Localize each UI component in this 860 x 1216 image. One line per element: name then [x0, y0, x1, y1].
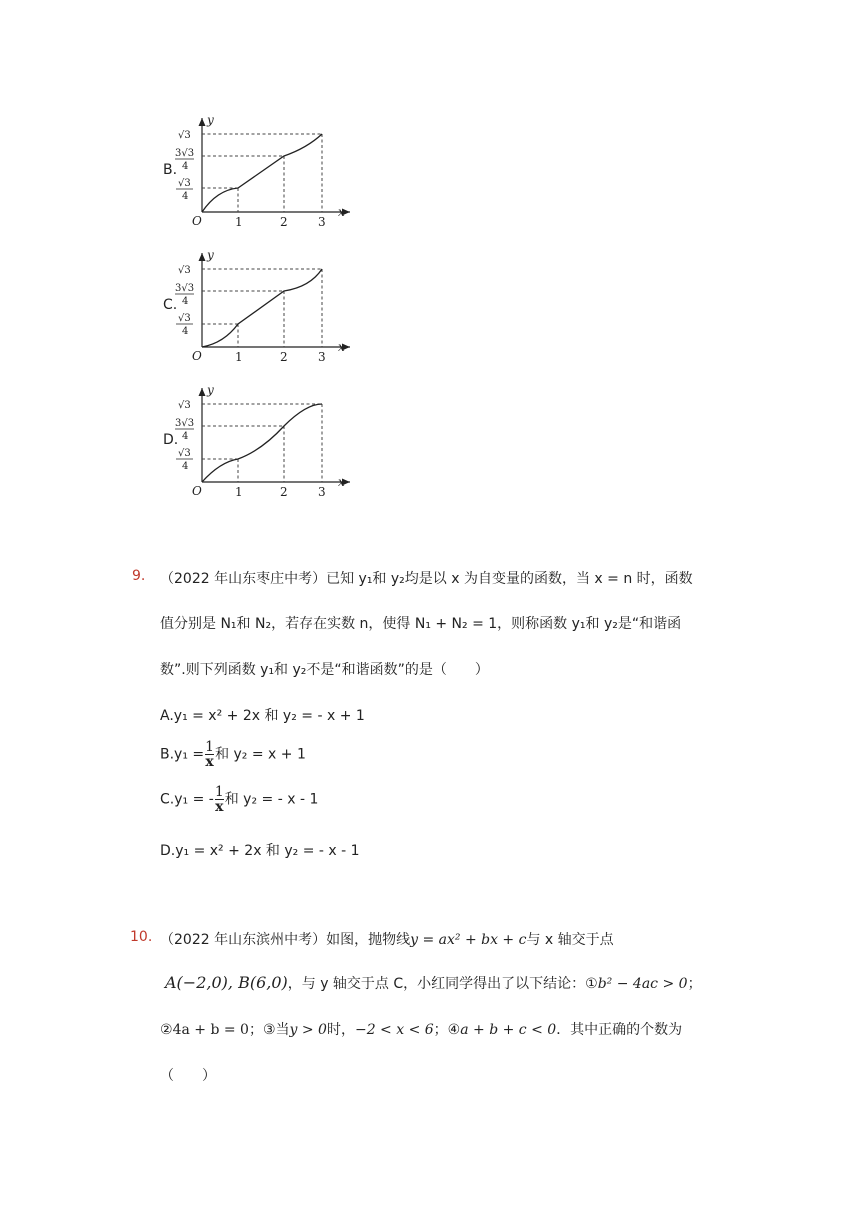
svg-text:3√3: 3√3 — [175, 148, 195, 159]
question-9-line-2: 值分别是 N₁和 N₂，若存在实数 n，使得 N₁ + N₂ = 1，则称函数 y₁和 y₂是“和谐函 — [160, 616, 682, 632]
svg-text:√3: √3 — [178, 178, 191, 189]
question-10-number: 10. — [130, 929, 153, 945]
svg-text:4: 4 — [182, 326, 189, 337]
svg-text:3√3: 3√3 — [175, 283, 195, 294]
svg-text:x: x — [338, 475, 345, 489]
svg-text:y: y — [207, 248, 214, 262]
svg-text:3: 3 — [318, 350, 326, 364]
y-axis-label: y — [207, 113, 214, 127]
svg-text:√3: √3 — [178, 265, 191, 276]
svg-text:1: 1 — [235, 350, 243, 364]
question-10-answer-blank: （ ） — [160, 1068, 216, 1084]
question-9-number: 9. — [132, 568, 146, 584]
question-10-line-2: A(−2,0), B(6,0)，与 y 轴交于点 C，小红同学得出了以下结论：①b² − 4ac > 0； — [165, 973, 702, 992]
svg-text:O: O — [192, 349, 202, 363]
option-d-label: D. — [163, 432, 179, 448]
svg-text:1: 1 — [235, 215, 243, 229]
svg-text:y: y — [207, 383, 214, 397]
svg-text:4: 4 — [182, 296, 189, 307]
svg-text:4: 4 — [182, 191, 189, 202]
question-10-line-3: ②4a + b = 0；③当y > 0时，−2 < x < 6；④a + b + c < 0．其中正确的个数为 — [160, 1022, 683, 1038]
svg-text:2: 2 — [280, 215, 288, 229]
question-9-line-1: （2022 年山东枣庄中考）已知 y₁和 y₂均是以 x 为自变量的函数，当 x = n 时，函数 — [160, 571, 693, 587]
option-d-graph — [160, 382, 360, 502]
svg-text:O: O — [192, 484, 202, 498]
svg-text:√3: √3 — [178, 130, 191, 141]
svg-text:1: 1 — [235, 485, 243, 499]
svg-text:4: 4 — [182, 431, 189, 442]
svg-text:4: 4 — [182, 161, 189, 172]
question-9-option-d: D.y₁ = x² + 2x 和 y₂ = - x - 1 — [160, 843, 360, 859]
svg-text:√3: √3 — [178, 313, 191, 324]
x-axis-label: x — [338, 205, 345, 219]
svg-text:√3: √3 — [178, 448, 191, 459]
svg-text:√3: √3 — [178, 400, 191, 411]
svg-text:3: 3 — [318, 215, 326, 229]
question-9-option-a: A.y₁ = x² + 2x 和 y₂ = - x + 1 — [160, 708, 365, 724]
option-b-label: B. — [163, 162, 178, 178]
question-9-line-3: 数”.则下列函数 y₁和 y₂不是“和谐函数”的是（ ） — [160, 662, 489, 678]
svg-text:x: x — [338, 340, 345, 354]
question-9-option-b: B.y₁ = $\frac{1}{x}$ 和 y₂ = x + 1 — [160, 739, 306, 770]
svg-text:2: 2 — [280, 350, 288, 364]
question-9-option-c: C.y₁ = - $\frac{1}{x}$ 和 y₂ = - x - 1 — [160, 784, 319, 815]
origin-label: O — [192, 214, 202, 228]
svg-text:3√3: 3√3 — [175, 418, 195, 429]
option-b-chart — [172, 112, 362, 232]
option-c-label: C. — [163, 297, 178, 313]
option-c-chart — [172, 247, 362, 367]
option-d-chart — [172, 382, 362, 502]
svg-text:4: 4 — [182, 461, 189, 472]
option-c-graph — [160, 247, 360, 367]
question-10-line-1: （2022 年山东滨州中考）如图，抛物线y = ax² + bx + c与 x 轴交于点 — [160, 932, 614, 948]
svg-text:3: 3 — [318, 485, 326, 499]
option-b-graph — [160, 112, 360, 232]
svg-text:2: 2 — [280, 485, 288, 499]
